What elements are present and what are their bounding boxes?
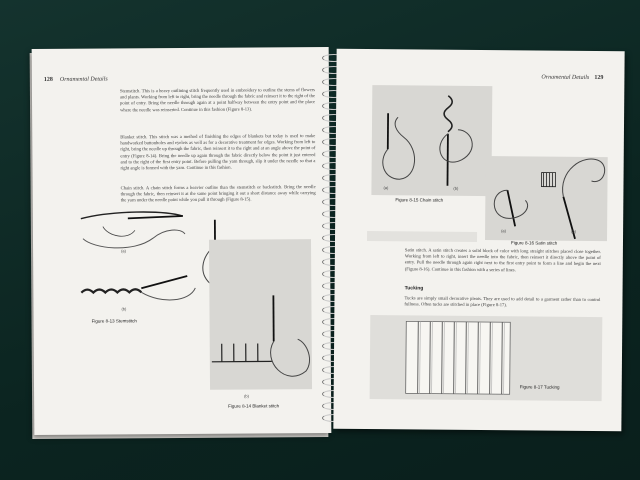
stemstitch-illustration-a xyxy=(73,208,193,259)
figure-8-15-label-b: (b) xyxy=(453,185,459,191)
paragraph-chain-stitch: Chain stitch. A chain stitch forms a heavier outline than the stemstitch or backstitch. Bring the needle through the fabric, then reinsert it at the same point bringing it out a short distance away while carrying the yarn under the needle point while you pull it through (Figure 8-15). xyxy=(120,184,316,203)
caption-figure-8-13: Figure 8-13 Stemstitch xyxy=(91,318,137,324)
figure-8-16-label-a: (a) xyxy=(501,228,506,234)
chain-stitch-illustration-b xyxy=(427,90,488,191)
figure-8-13-label-b: (b) xyxy=(121,306,127,312)
paragraph-blanket-stitch: Blanket stitch. This stitch was a method of finishing the edges of blankets but today is used to make handworked buttonholes and eyelets as well as for a decorative treatment for edges. Working from left to right, bring the needle up through the fabric, then reinsert it to the right and at an angle above the point of entry (Figure 8-14). Bring the needle up again through the fabric directly below the point it just entered and to the right of the first entry point. Before pulling the yarn through, slip it under the needle so that a right angle is formed with the yarn. Continue in this fashion. xyxy=(120,133,316,171)
left-column-shaded-panel xyxy=(367,231,477,242)
figure-8-13-label-a: (a) xyxy=(121,248,126,254)
left-page-number: 128 xyxy=(43,76,53,83)
tucking-illustration xyxy=(404,319,515,398)
paragraph-satin-stitch: Satin stitch. A satin stitch creates a solid block of color with long straight stitches placed close together. Working from left to right, insert the needle into the fabric, then reinsert it directly above the point of entry. Pull the needle through again right next to the first entry point to form a line and begin the next (Figure 8-16). Continue in this fashion with a series of lines. xyxy=(404,247,601,272)
chain-stitch-illustration-a xyxy=(373,109,434,190)
stemstitch-illustration-b xyxy=(71,258,201,312)
satin-stitch-illustration-b xyxy=(533,150,610,241)
right-running-head: Ornamental Details xyxy=(541,74,590,81)
paragraph-tucking: Tucks are simply small decorative pleats. They are used to add detail to a garment rather than to control fullness. Often tucks are stitched in place (Figure 8-17). xyxy=(404,295,601,308)
left-page xyxy=(32,47,332,435)
right-page-number: 129 xyxy=(594,75,604,82)
caption-figure-8-15: Figure 8-15 Chain stitch xyxy=(395,197,444,203)
caption-figure-8-16: Figure 8-16 Satin stitch xyxy=(510,240,558,246)
caption-figure-8-17: Figure 8-17 Tucking xyxy=(519,384,560,390)
left-running-head: Ornamental Details xyxy=(59,76,108,83)
figure-8-15-label-a: (a) xyxy=(383,185,389,191)
blanket-stitch-illustration-b xyxy=(201,291,317,392)
right-page xyxy=(333,49,624,431)
heading-tucking: Tucking xyxy=(404,285,424,292)
figure-8-16-label-b: (b) xyxy=(571,228,576,234)
paragraph-stemstitch: Stemstitch. This is a heavy outlining stitch frequently used in embroidery to outline the stems of flowers and plants. Working from left to right, bring the needle through the fabric and reinsert it to the right of the point of entry. Bring the needle through again at a point halfway between the entry point and the place where the needle was reinserted. Continue in this fashion (Figure 8-13). xyxy=(119,87,316,113)
figure-8-14-label-b: (b) xyxy=(244,393,249,399)
caption-figure-8-14: Figure 8-14 Blanket stitch xyxy=(228,403,280,409)
